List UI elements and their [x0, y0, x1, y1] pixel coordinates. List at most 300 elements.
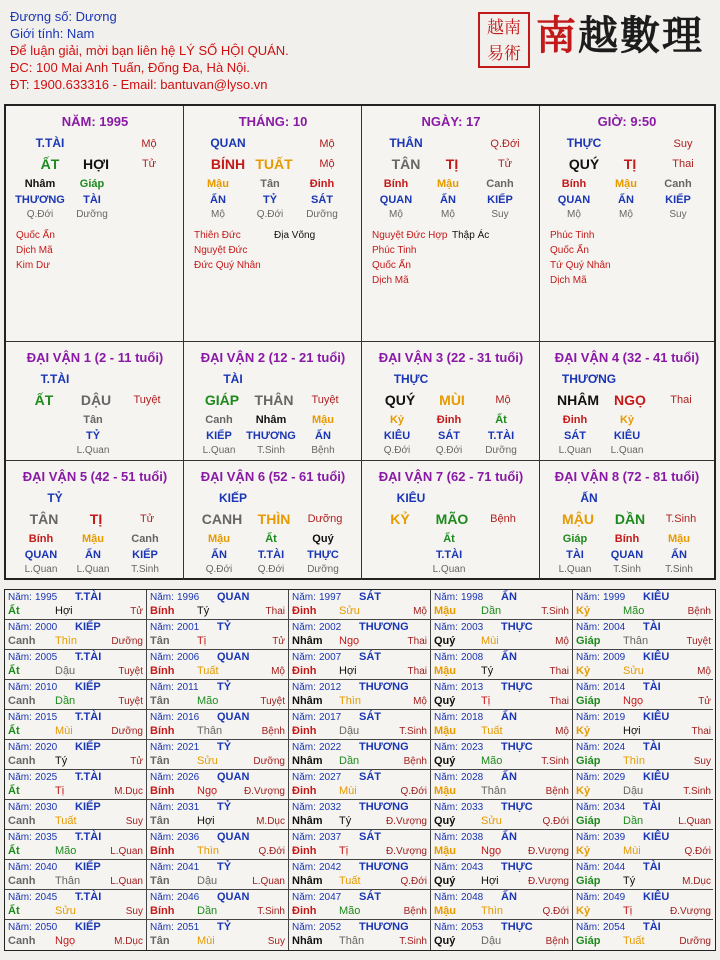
dai-van-ten-god: ẤN [580, 491, 598, 505]
year-cell [289, 890, 431, 920]
hidden-stem: Canh [664, 178, 692, 190]
year-number: 2016 [177, 712, 200, 723]
dai-van-title: ĐẠI VẬN 1 (2 - 11 tuổi) [26, 350, 164, 365]
year-number: 2029 [603, 772, 626, 783]
hidden-ten-god: ẤN [210, 194, 226, 206]
year-stem: Giáp [576, 875, 601, 887]
year-stem: Giáp [576, 815, 601, 827]
year-cell [5, 710, 147, 740]
hidden-life-stage: L.Quan [24, 564, 58, 575]
year-ten-god: ẤN [501, 831, 517, 843]
year-number: 2006 [177, 652, 200, 663]
year-branch: Dậu [339, 725, 360, 737]
year-ten-god: KIÊU [643, 771, 670, 783]
year-branch: Tý [481, 665, 494, 677]
hidden-life-stage: Dưỡng [307, 564, 339, 575]
year-stem: Quý [434, 755, 456, 767]
auxiliary-star: Đức Quý Nhân [194, 260, 261, 271]
year-number: 2000 [35, 622, 58, 633]
year-cell [147, 890, 289, 920]
year-ten-god: THƯƠNG [359, 801, 409, 813]
year-ten-god: ẤN [501, 771, 517, 783]
year-stem: Kỷ [576, 905, 591, 917]
hidden-stem: Mậu [668, 533, 690, 545]
year-stem: Tân [150, 695, 170, 707]
year-life-stage: Suy [267, 936, 285, 947]
dai-van-life-stage: Bệnh [490, 513, 516, 525]
year-cell [5, 800, 147, 830]
dai-van-life-stage: Mộ [495, 394, 511, 406]
year-ten-god: KIẾP [75, 681, 101, 693]
hidden-ten-god: SÁT [564, 430, 586, 442]
year-life-stage: T.Sinh [257, 906, 285, 917]
year-branch: Thân [481, 785, 507, 797]
year-ten-god: QUAN [217, 651, 250, 663]
hidden-stem: Canh [486, 178, 514, 190]
pillar-ten-god: QUAN [210, 136, 246, 150]
hidden-ten-god: ẤN [440, 194, 456, 206]
year-number: 2047 [319, 892, 342, 903]
auxiliary-star: Kim Dư [16, 260, 50, 271]
year-cell [5, 770, 147, 800]
year-label-prefix: Năm: [292, 772, 316, 783]
year-cell [573, 740, 713, 770]
year-cell [289, 920, 431, 950]
year-branch: Hợi [55, 605, 73, 617]
year-life-stage: Tử [272, 636, 285, 647]
year-stem: Mậu [434, 845, 456, 857]
hidden-ten-god: ẤN [315, 430, 331, 442]
year-cell [573, 620, 713, 650]
year-number: 2008 [461, 652, 484, 663]
year-cell [5, 650, 147, 680]
year-cell [289, 590, 431, 620]
year-label-prefix: Năm: [576, 592, 600, 603]
hidden-stem: Nhâm [24, 178, 56, 190]
year-life-stage: Dưỡng [679, 936, 711, 947]
dai-van-stem: KỶ [390, 511, 410, 527]
year-ten-god: KIẾP [75, 741, 101, 753]
year-label-prefix: Năm: [434, 592, 458, 603]
year-branch: Mão [55, 845, 77, 857]
hidden-ten-god: ẤN [618, 194, 634, 206]
hidden-ten-god: KIÊU [613, 430, 641, 442]
dai-van-life-stage: T.Sinh [665, 513, 697, 525]
hidden-stem: Mậu [615, 178, 637, 190]
auxiliary-star: Quốc Ấn [550, 245, 589, 256]
year-number: 2009 [603, 652, 626, 663]
year-life-stage: Mộ [413, 696, 427, 707]
hidden-stem: Giáp [562, 533, 588, 545]
year-branch: Dậu [197, 875, 218, 887]
hidden-life-stage: Bệnh [311, 445, 335, 456]
earthly-branch: TỊ [623, 156, 637, 172]
year-number: 2053 [461, 922, 484, 933]
year-cell [147, 770, 289, 800]
heavenly-stem: TÂN [391, 156, 421, 172]
hidden-stem: Nhâm [255, 414, 287, 426]
year-stem: Nhâm [292, 815, 323, 827]
year-number: 2020 [35, 742, 58, 753]
contact-phone-email: ĐT: 1900.633316 - Email: bantuvan@lyso.vn [10, 77, 268, 92]
year-number: 2023 [461, 742, 484, 753]
year-ten-god: TÀI [643, 681, 661, 693]
year-stem: Ất [8, 605, 20, 617]
year-branch: Sửu [623, 665, 644, 677]
year-life-stage: T.Sinh [541, 756, 569, 767]
year-life-stage: T.Sinh [399, 726, 427, 737]
year-ten-god: T.TÀI [75, 891, 102, 903]
year-cell [289, 710, 431, 740]
year-number: 2024 [603, 742, 626, 753]
year-cell [431, 770, 573, 800]
year-branch: Tuất [55, 815, 77, 827]
year-branch: Mùi [481, 635, 499, 647]
year-label-prefix: Năm: [576, 832, 600, 843]
hidden-life-stage: T.Sinh [131, 564, 159, 575]
year-cell [147, 800, 289, 830]
year-label-prefix: Năm: [8, 742, 32, 753]
year-cell [573, 650, 713, 680]
year-cell [289, 800, 431, 830]
year-cell [5, 920, 147, 950]
hidden-life-stage: Dưỡng [306, 209, 338, 220]
year-number: 2042 [319, 862, 342, 873]
year-life-stage: Tuyệt [118, 696, 143, 707]
hidden-ten-god: QUAN [557, 194, 591, 206]
year-branch: Tị [481, 695, 491, 707]
year-cell [5, 740, 147, 770]
year-ten-god: QUAN [217, 891, 250, 903]
year-life-stage: Thai [549, 666, 569, 677]
dai-van-life-stage: Dưỡng [307, 513, 343, 525]
year-stem: Đinh [292, 905, 317, 917]
year-branch: Mùi [623, 845, 641, 857]
year-life-stage: Bệnh [403, 756, 427, 767]
year-branch: Thân [339, 935, 365, 947]
hidden-stem: Ất [443, 533, 455, 545]
hidden-stem: Mậu [207, 178, 229, 190]
year-number: 2012 [319, 682, 342, 693]
year-cell [147, 830, 289, 860]
heavenly-stem: ẤT [40, 156, 60, 172]
hidden-stem: Bính [28, 533, 54, 545]
dai-van-stem: TÂN [29, 511, 59, 527]
year-cell [289, 860, 431, 890]
dai-van-branch: THÂN [254, 392, 294, 408]
year-stem: Tân [150, 875, 170, 887]
year-life-stage: M.Dục [114, 936, 143, 947]
year-life-stage: Bệnh [261, 726, 285, 737]
year-stem: Nhâm [292, 695, 323, 707]
year-branch: Mùi [339, 785, 357, 797]
auxiliary-star: Quốc Ấn [372, 260, 411, 271]
year-cell [147, 920, 289, 950]
hidden-stem: Canh [131, 533, 159, 545]
hidden-ten-god: ẤN [211, 549, 227, 561]
year-label-prefix: Năm: [150, 772, 174, 783]
year-ten-god: KIẾP [75, 861, 101, 873]
year-stem: Kỷ [576, 845, 591, 857]
year-cell [5, 590, 147, 620]
year-stem: Canh [8, 695, 36, 707]
year-label-prefix: Năm: [8, 712, 32, 723]
year-number: 2039 [603, 832, 626, 843]
hidden-life-stage: Mộ [567, 209, 581, 220]
year-ten-god: TỶ [217, 741, 232, 753]
pillar-life-stage: Mộ [319, 138, 335, 150]
year-number: 2043 [461, 862, 484, 873]
dai-van-branch: NGỌ [614, 392, 646, 408]
year-stem: Giáp [576, 935, 601, 947]
auxiliary-star: Dịch Mã [550, 275, 587, 286]
dai-van-title: ĐẠI VẬN 3 (22 - 31 tuổi) [378, 350, 524, 365]
year-label-prefix: Năm: [150, 892, 174, 903]
year-label-prefix: Năm: [292, 862, 316, 873]
dai-van-ten-god: T.TÀI [40, 372, 70, 386]
contact-address: ĐC: 100 Mai Anh Tuấn, Đống Đa, Hà Nội. [10, 60, 250, 75]
year-branch: Mùi [55, 725, 73, 737]
year-label-prefix: Năm: [292, 712, 316, 723]
year-stem: Tân [150, 815, 170, 827]
year-label-prefix: Năm: [576, 772, 600, 783]
year-life-stage: Mộ [271, 666, 285, 677]
year-life-stage: Đ.Vượng [527, 846, 569, 857]
year-branch: Dần [623, 815, 644, 827]
year-branch: Thìn [55, 635, 78, 647]
year-ten-god: ẤN [501, 711, 517, 723]
year-cell [431, 860, 573, 890]
year-cell [147, 860, 289, 890]
year-ten-god: THỰC [501, 681, 533, 693]
year-number: 2035 [35, 832, 58, 843]
dai-van-ten-god: KIÊU [396, 491, 426, 505]
year-cell [573, 920, 713, 950]
year-label-prefix: Năm: [434, 922, 458, 933]
year-label-prefix: Năm: [8, 892, 32, 903]
year-label-prefix: Năm: [434, 652, 458, 663]
pillar-cell [362, 106, 540, 342]
year-cell [431, 680, 573, 710]
pillar-title: THÁNG: 10 [238, 114, 308, 129]
year-life-stage: Thai [407, 636, 427, 647]
year-ten-god: KIÊU [643, 711, 670, 723]
year-cell [431, 800, 573, 830]
year-life-stage: Bệnh [687, 606, 711, 617]
year-stem: Giáp [576, 755, 601, 767]
year-stem: Tân [150, 635, 170, 647]
dai-van-branch: MÃO [435, 511, 469, 527]
hidden-stem: Ất [495, 414, 507, 426]
pillar-cell [6, 106, 184, 342]
dai-van-title: ĐẠI VẬN 7 (62 - 71 tuổi) [378, 469, 524, 484]
auxiliary-star: Quốc Ấn [16, 230, 55, 241]
year-cell [289, 620, 431, 650]
year-number: 2014 [603, 682, 626, 693]
year-life-stage: T.Sinh [683, 786, 711, 797]
year-label-prefix: Năm: [150, 712, 174, 723]
hidden-life-stage: Suy [669, 209, 687, 220]
year-label-prefix: Năm: [292, 622, 316, 633]
pillar-life-stage-2: Mộ [319, 158, 335, 170]
hidden-stem: Đinh [436, 414, 462, 426]
pillar-life-stage-2: Tử [497, 158, 513, 170]
dai-van-cell [362, 461, 540, 580]
year-branch: Thìn [481, 905, 504, 917]
year-branch: Hợi [623, 725, 641, 737]
year-ten-god: ẤN [501, 651, 517, 663]
year-ten-god: THƯƠNG [359, 681, 409, 693]
year-label-prefix: Năm: [576, 802, 600, 813]
hidden-ten-god: TỶ [262, 194, 278, 206]
year-cell [5, 860, 147, 890]
year-life-stage: Đ.Vượng [243, 786, 285, 797]
owner-gender: Giới tính: Nam [10, 26, 95, 41]
hidden-stem: Bính [561, 178, 587, 190]
year-label-prefix: Năm: [8, 922, 32, 933]
dai-van-branch: MÙI [439, 392, 465, 408]
year-number: 2036 [177, 832, 200, 843]
year-label-prefix: Năm: [292, 742, 316, 753]
dai-van-ten-god: TÀI [223, 372, 243, 386]
year-branch: Tý [623, 875, 636, 887]
year-branch: Ngọ [339, 635, 360, 647]
hidden-ten-god: TÀI [83, 194, 101, 206]
hidden-stem: Tân [83, 414, 103, 426]
year-life-stage: Dưỡng [253, 756, 285, 767]
year-branch: Sửu [55, 905, 76, 917]
hidden-ten-god: KIÊU [383, 430, 411, 442]
dai-van-branch: DẦN [614, 511, 646, 527]
year-stem: Kỷ [576, 605, 591, 617]
pillar-title: GIỜ: 9:50 [597, 114, 657, 129]
hidden-stem: Bính [383, 178, 409, 190]
year-label-prefix: Năm: [150, 742, 174, 753]
year-life-stage: Thai [549, 696, 569, 707]
year-number: 2045 [35, 892, 58, 903]
year-label-prefix: Năm: [8, 802, 32, 813]
hidden-ten-god: THƯƠNG [246, 430, 296, 442]
year-branch: Mão [481, 755, 503, 767]
year-branch: Ngọ [623, 695, 644, 707]
year-life-stage: Tuyệt [686, 636, 711, 647]
year-life-stage: T.Sinh [541, 606, 569, 617]
pillar-title: NGÀY: 17 [421, 114, 481, 129]
hidden-life-stage: Q.Đới [26, 209, 54, 220]
year-branch: Dậu [623, 785, 644, 797]
year-number: 2046 [177, 892, 200, 903]
year-label-prefix: Năm: [292, 802, 316, 813]
dai-van-cell [6, 342, 184, 461]
year-branch: Sửu [197, 755, 218, 767]
year-ten-god: THƯƠNG [359, 921, 409, 933]
year-ten-god: KIẾP [75, 921, 101, 933]
year-stem: Tân [150, 935, 170, 947]
year-label-prefix: Năm: [8, 862, 32, 873]
year-ten-god: TÀI [643, 801, 661, 813]
year-ten-god: T.TÀI [75, 771, 102, 783]
year-number: 2005 [35, 652, 58, 663]
year-stem: Quý [434, 695, 456, 707]
year-branch: Ngọ [481, 845, 502, 857]
year-life-stage: L.Quan [678, 816, 711, 827]
year-stem: Ất [8, 665, 20, 677]
year-label-prefix: Năm: [434, 772, 458, 783]
year-cell [147, 710, 289, 740]
year-number: 2028 [461, 772, 484, 783]
year-label-prefix: Năm: [150, 622, 174, 633]
hidden-life-stage: Mộ [389, 209, 403, 220]
year-stem: Bính [150, 845, 175, 857]
year-number: 2034 [603, 802, 626, 813]
year-branch: Dậu [481, 935, 502, 947]
year-life-stage: T.Sinh [399, 936, 427, 947]
auxiliary-star: Phúc Tinh [372, 245, 417, 256]
year-branch: Tý [339, 815, 352, 827]
hidden-life-stage: Dưỡng [485, 445, 517, 456]
year-stem: Canh [8, 755, 36, 767]
year-ten-god: THƯƠNG [359, 861, 409, 873]
year-cell [431, 890, 573, 920]
year-stem: Nhâm [292, 935, 323, 947]
year-life-stage: Q.Đới [542, 816, 569, 827]
pillar-ten-god: THÂN [389, 136, 423, 150]
pillar-cell [540, 106, 714, 342]
year-cell [289, 650, 431, 680]
year-number: 2038 [461, 832, 484, 843]
year-branch: Sửu [339, 605, 360, 617]
year-branch: Tuất [623, 935, 645, 947]
year-label-prefix: Năm: [150, 832, 174, 843]
dai-van-ten-god: THƯƠNG [561, 372, 617, 386]
year-ten-god: THƯƠNG [359, 621, 409, 633]
year-ten-god: THỰC [501, 741, 533, 753]
year-life-stage: M.Dục [682, 876, 711, 887]
hidden-ten-god: T.TÀI [257, 549, 285, 561]
year-label-prefix: Năm: [150, 862, 174, 873]
year-life-stage: M.Dục [114, 786, 143, 797]
year-cell [431, 590, 573, 620]
hidden-stem: Bính [614, 533, 640, 545]
year-stem: Kỷ [576, 725, 591, 737]
year-stem: Bính [150, 605, 175, 617]
year-ten-god: TỶ [217, 801, 232, 813]
year-label-prefix: Năm: [8, 832, 32, 843]
year-number: 2010 [35, 682, 58, 693]
dai-van-stem: GIÁP [204, 392, 240, 408]
inauspicious-star: Thập Ác [452, 230, 490, 241]
pillar-life-stage: Q.Đới [490, 138, 520, 150]
year-life-stage: Tử [130, 606, 143, 617]
year-stem: Kỷ [576, 665, 591, 677]
auxiliary-star: Dịch Mã [372, 275, 409, 286]
year-stem: Ất [8, 905, 20, 917]
year-stem: Ất [8, 785, 20, 797]
year-branch: Dậu [55, 665, 76, 677]
year-number: 2040 [35, 862, 58, 873]
hidden-ten-god: KIẾP [206, 430, 232, 442]
year-number: 2026 [177, 772, 200, 783]
year-stem: Giáp [576, 695, 601, 707]
year-label-prefix: Năm: [434, 742, 458, 753]
hidden-life-stage: L.Quan [558, 445, 592, 456]
year-ten-god: ẤN [501, 891, 517, 903]
year-stem: Canh [8, 815, 36, 827]
year-number: 2030 [35, 802, 58, 813]
year-number: 2041 [177, 862, 200, 873]
year-stem: Đinh [292, 725, 317, 737]
year-label-prefix: Năm: [292, 592, 316, 603]
